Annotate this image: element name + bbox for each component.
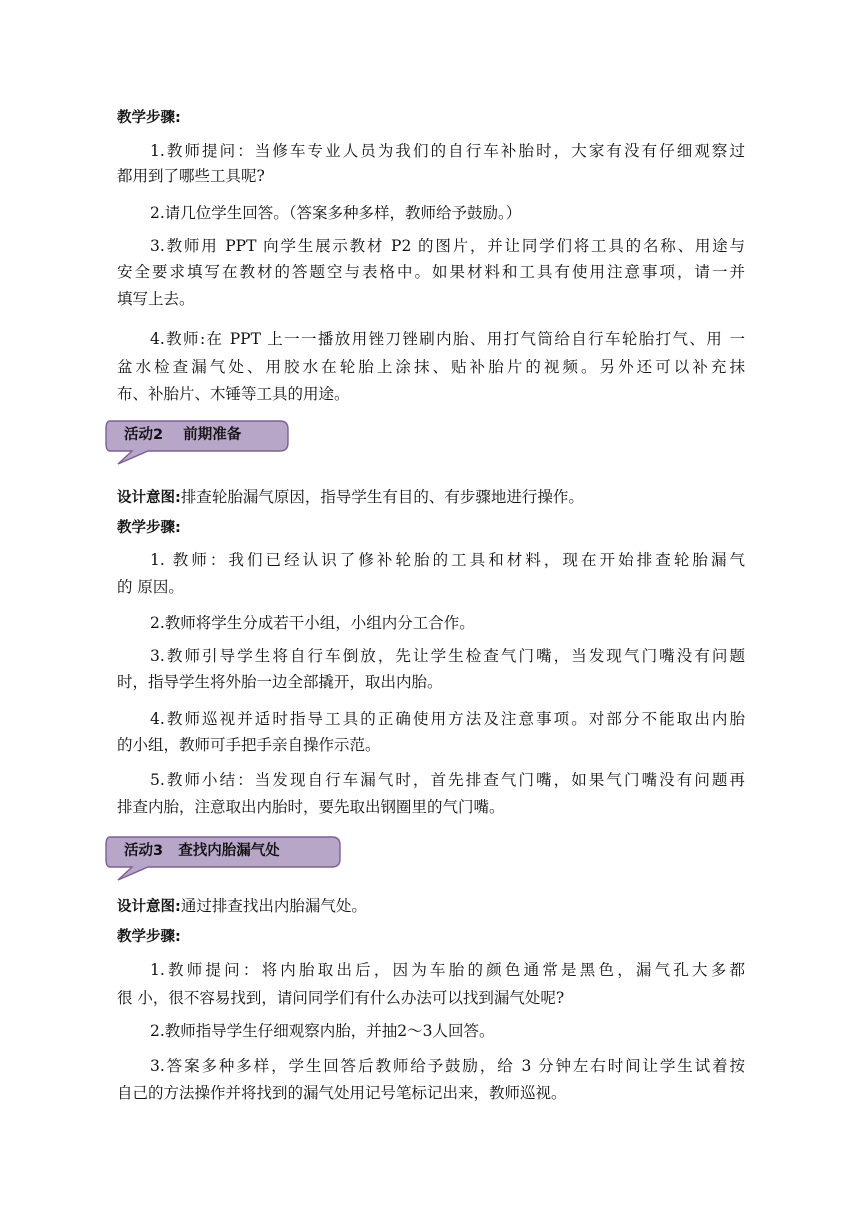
activity-banner (104, 834, 344, 884)
step-line: 1.教师提问：当修车专业人员为我们的自行车补胎时，大家有没有仔细观察过 (150, 142, 745, 160)
step-line: 都用到了哪些工具呢? (117, 167, 265, 185)
activity-banner-label: 活动2 前期准备 (124, 427, 242, 443)
step-line: 的 原因。 (117, 578, 184, 596)
step-line: 2.请几位学生回答。（答案多种多样，教师给予鼓励。） (150, 204, 522, 222)
step-line: 很 小，很不容易找到，请问同学们有什么办法可以找到漏气处呢? (117, 989, 565, 1007)
design-intent-text: 排查轮胎漏气原因，指导学生有目的、有步骤地进行操作。 (180, 488, 584, 506)
step-line: 3.教师引导学生将自行车倒放，先让学生检查气门嘴，当发现气门嘴没有问题 (150, 647, 745, 665)
step-line: 安全要求填写在教材的答题空与表格中。如果材料和工具有使用注意事项，请一并 (117, 263, 745, 281)
step-line: 1. 教师：我们已经认识了修补轮胎的工具和材料，现在开始排查轮胎漏气 (150, 551, 745, 569)
step-line: 时，指导学生将外胎一边全部撬开，取出内胎。 (117, 673, 443, 691)
steps-heading: 教学步骤: (117, 520, 181, 536)
step-line: 的小组，教师可手把手亲自操作示范。 (117, 736, 381, 754)
steps-heading: 教学步骤: (117, 110, 181, 126)
design-intent-label: 设计意图: (117, 899, 181, 915)
step-line: 1.教师提问：将内胎取出后，因为车胎的颜色通常是黑色，漏气孔大多都 (150, 961, 745, 979)
step-line: 排查内胎，注意取出内胎时，要先取出钢圈里的气门嘴。 (117, 798, 505, 816)
step-line: 自己的方法操作并将找到的漏气处用记号笔标记出来，教师巡视。 (117, 1084, 567, 1102)
design-intent-label: 设计意图: (117, 490, 181, 506)
step-line: 2.教师指导学生仔细观察内胎，并抽2～3人回答。 (150, 1022, 495, 1040)
design-intent (117, 896, 745, 917)
step-line: 填写上去。 (117, 290, 195, 308)
design-intent (117, 487, 745, 508)
step-line: 5.教师小结：当发现自行车漏气时，首先排查气门嘴，如果气门嘴没有问题再 (150, 771, 745, 789)
step-line: 2.教师将学生分成若干小组，小组内分工合作。 (150, 614, 475, 632)
step-line: 4.教师:在 PPT 上一一播放用锉刀锉刷内胎、用打气筒给自行车轮胎打气、用 一 (150, 330, 745, 348)
step-line: 3.答案多种多样，学生回答后教师给予鼓励，给 3 分钟左右时间让学生试着按 (150, 1057, 745, 1075)
activity-banner-label: 活动3 查找内胎漏气处 (124, 843, 280, 859)
design-intent-text: 通过排查找出内胎漏气处。 (180, 897, 367, 915)
steps-heading: 教学步骤: (117, 929, 181, 945)
step-line: 盆水检查漏气处、用胶水在轮胎上涂抹、贴补胎片的视频。另外还可以补充抹 (117, 358, 745, 376)
activity-banner (104, 418, 294, 468)
step-line: 4.教师巡视并适时指导工具的正确使用方法及注意事项。对部分不能取出内胎 (150, 710, 745, 728)
step-line: 布、补胎片、木锤等工具的用途。 (117, 385, 350, 403)
step-line: 3.教师用 PPT 向学生展示教材 P2 的图片，并让同学们将工具的名称、用途与 (150, 237, 745, 255)
